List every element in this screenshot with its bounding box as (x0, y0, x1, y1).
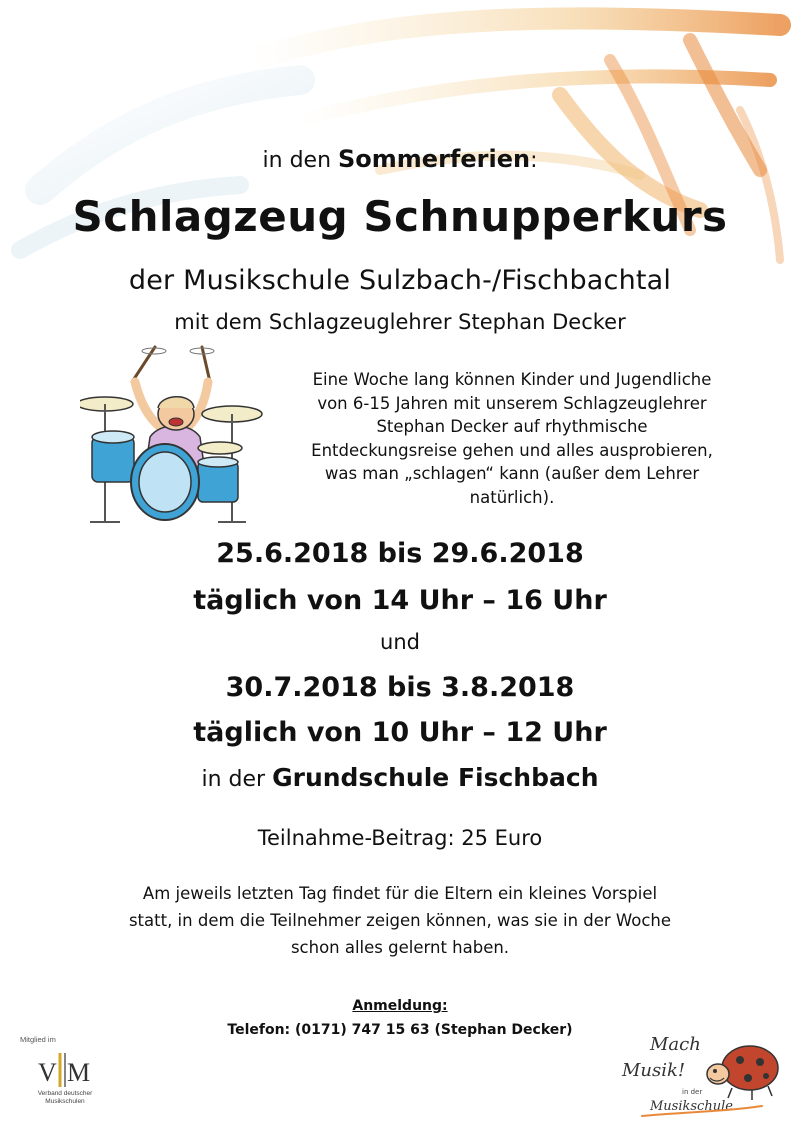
venue-line (0, 763, 800, 792)
vdm-mark-icon (34, 1047, 94, 1091)
intro-line (0, 145, 800, 173)
session1-dates: 25.6.2018 bis 29.6.2018 (216, 538, 584, 569)
school-name: Musikschule Sulzbach-/Fischbachtal (183, 265, 672, 296)
description-line: was man „schlagen“ kann (außer dem Lehrer (324, 464, 700, 483)
school-prefix: der (128, 265, 175, 296)
mach-line3: Musikschule (650, 1099, 733, 1114)
vdm-caption (20, 1090, 110, 1106)
school-line (0, 265, 800, 296)
course-description (262, 368, 762, 509)
mach-line1: Mach (650, 1034, 701, 1055)
venue-name: Grundschule Fischbach (272, 763, 599, 792)
connector-text: und (380, 630, 420, 654)
fee-line: Teilnahme-Beitrag: 25 Euro (257, 826, 543, 850)
ladybug-icon (722, 1046, 778, 1090)
mach-small: in der (682, 1088, 703, 1096)
closing-line: statt, in dem die Teilnehmer zeigen können, was sie in der Woche (128, 911, 672, 930)
svg-text:M: M (67, 1058, 91, 1087)
teacher-line: mit dem Schlagzeuglehrer Stephan Decker (174, 310, 626, 334)
registration-heading: Anmeldung: (352, 998, 448, 1014)
description-line: natürlich). (469, 487, 555, 507)
vdm-caption-line: Verband deutscher (37, 1090, 93, 1097)
intro-prefix: in den (262, 148, 332, 173)
description-line: Entdeckungsreise gehen und alles ausprobieren, (311, 440, 713, 460)
intro-suffix: : (530, 148, 538, 173)
page-title: Schlagzeug Schnupperkurs (72, 192, 728, 241)
venue-prefix: in der (201, 767, 266, 792)
session2-times: täglich von 10 Uhr – 12 Uhr (193, 717, 607, 748)
mach-line2: Musik! (622, 1060, 686, 1081)
session2-dates: 30.7.2018 bis 3.8.2018 (225, 672, 575, 703)
vdm-caption-line: Musikschulen (45, 1098, 85, 1105)
closing-line: schon alles gelernt haben. (290, 938, 510, 957)
svg-text:V: V (38, 1058, 57, 1087)
description-line: Eine Woche lang können Kinder und Jugendliche (312, 370, 712, 389)
intro-highlight: Sommerferien (338, 145, 531, 173)
drummer-illustration (80, 342, 270, 532)
session1-times: täglich von 14 Uhr – 16 Uhr (193, 585, 607, 616)
description-line: Stephan Decker auf rhythmische (376, 417, 648, 436)
vdm-top-label: Mitglied im (20, 1035, 56, 1044)
vdm-logo (20, 1035, 110, 1113)
closing-line: Am jeweils letzten Tag findet für die Eltern ein kleines Vorspiel (142, 884, 658, 903)
mach-musik-logo (612, 1020, 792, 1125)
description-line: von 6-15 Jahren mit unserem Schlagzeuglehrer (317, 393, 707, 413)
registration-phone: Telefon: (0171) 747 15 63 (Stephan Decker) (227, 1022, 573, 1038)
closing-text (60, 880, 740, 961)
